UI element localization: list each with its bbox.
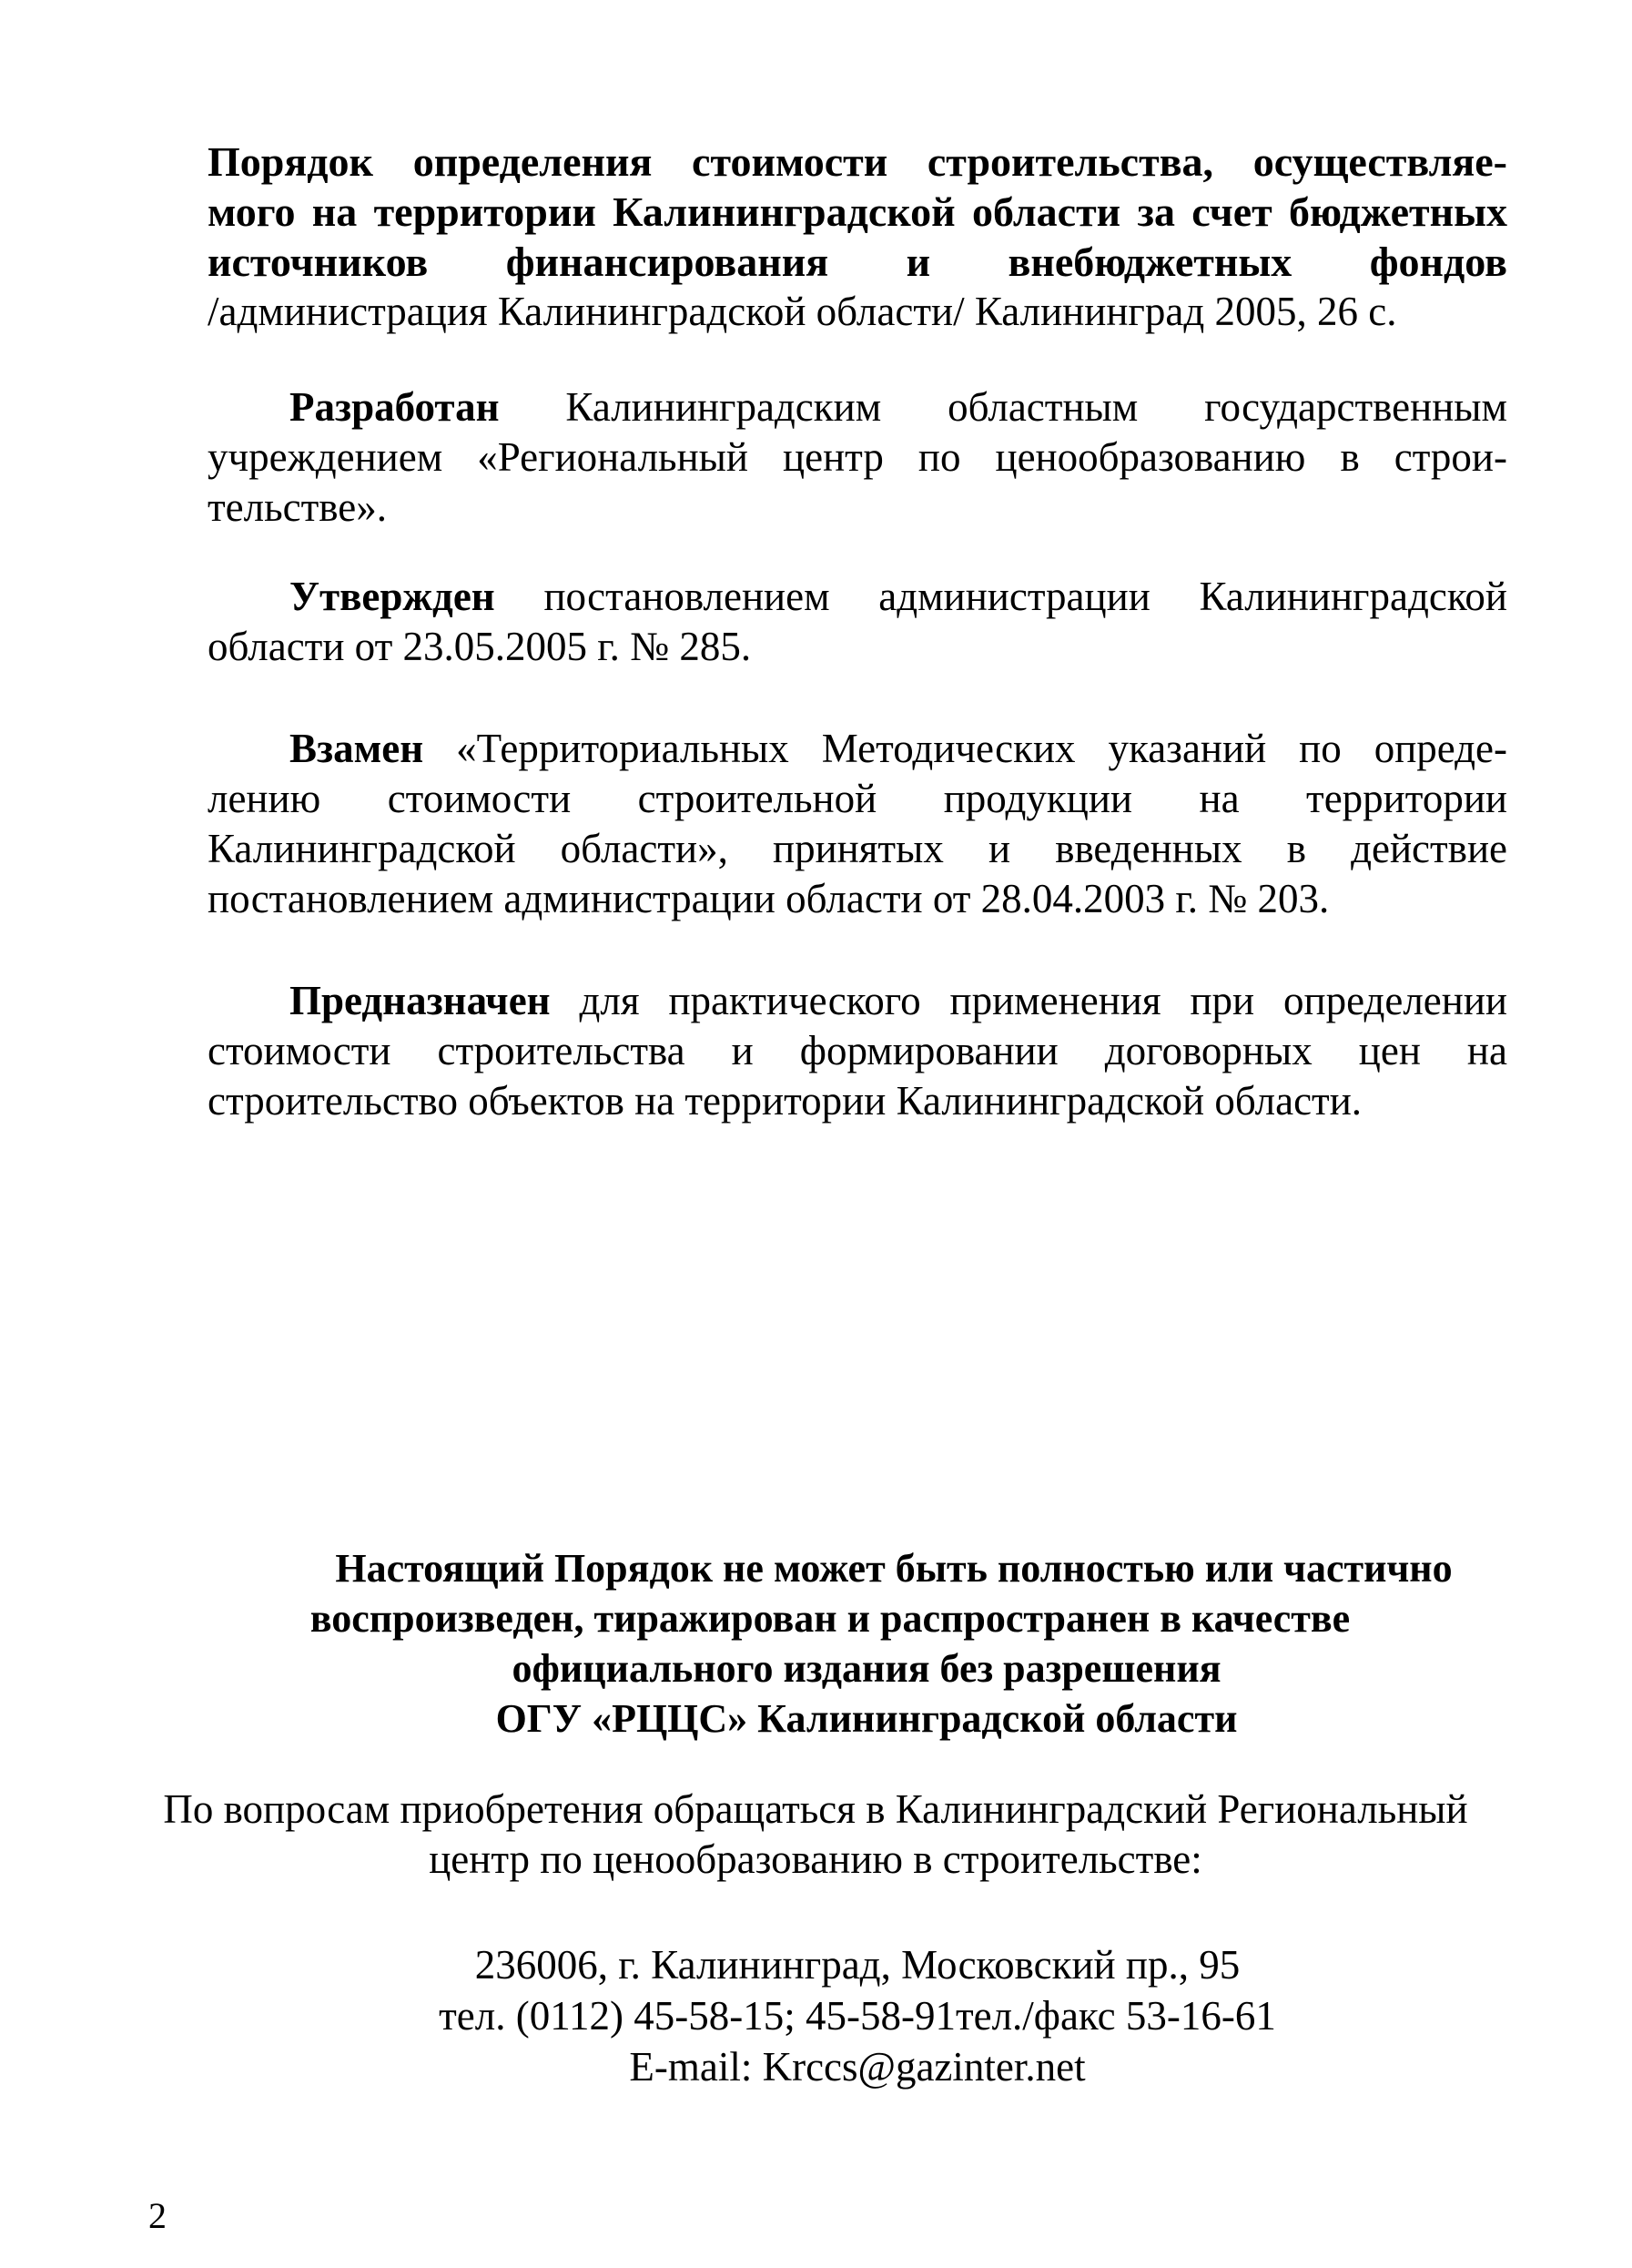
heading-line-3: источников финансирования и внебюджетных фондов — [208, 239, 1507, 285]
heading-publisher-line: /администрация Калининградской области/ Калининград 2005, 26 с. — [208, 289, 1397, 334]
phone-line: тел. (0112) 45-58-15; 45-58-91тел./факс 53-16-61 — [439, 1993, 1276, 2039]
intended-first-line — [208, 976, 1507, 1026]
replaces-first-line — [208, 724, 1507, 774]
approved-paragraph — [208, 572, 1507, 672]
contact-line-1: По вопросам приобретения обращаться в Калининградский Региональный — [163, 1786, 1468, 1832]
address-line: 236006, г. Калининград, Московский пр., 95 — [474, 1942, 1241, 1988]
approved-label: Утвержден — [289, 574, 495, 619]
replaces-label: Взамен — [289, 726, 424, 771]
intended-line-3: строительство объектов на территории Калининградской области. — [208, 1078, 1363, 1124]
developed-line-3: тельстве». — [208, 484, 387, 530]
copyright-notice — [208, 1543, 1507, 1744]
replaces-first-line-text: «Территориальных Методических указаний по опреде- — [456, 726, 1508, 771]
replaces-line-2: лению стоимости строительной продукции на территории — [208, 776, 1507, 821]
replaces-paragraph — [208, 724, 1507, 924]
notice-line-4: ОГУ «РЦЦС» Калининградской области — [495, 1696, 1238, 1741]
document-heading — [208, 137, 1507, 337]
heading-line-2: мого на территории Калининградской области за счет бюджетных — [208, 188, 1507, 235]
notice-line-2: воспроизведен, тиражирован и распространен в качестве — [309, 1596, 1351, 1641]
intended-label: Предназначен — [289, 978, 551, 1023]
email-line: E-mail: Krccs@gazinter.net — [629, 2044, 1086, 2090]
notice-line-3: официального издания без разрешения — [512, 1646, 1221, 1691]
replaces-line-4: постановлением администрации области от 28.04.2003 г. № 203. — [208, 876, 1330, 921]
developed-first-line-text: Калининградским областным государственным — [565, 384, 1507, 430]
intended-line-2: стоимости строительства и формировании договорных цен на — [208, 1028, 1507, 1073]
developed-paragraph — [208, 382, 1507, 533]
heading-line-1: Порядок определения стоимости строительства, осуществляе- — [208, 138, 1507, 185]
approved-first-line — [208, 572, 1507, 622]
purchase-contact — [109, 1785, 1522, 1885]
approved-line-2: области от 23.05.2005 г. № 285. — [208, 624, 752, 669]
page-number: 2 — [148, 2195, 167, 2236]
developed-first-line — [208, 382, 1507, 432]
intended-first-line-text: для практического применения при определении — [579, 978, 1508, 1023]
replaces-line-3: Калининградской области», принятых и введенных в действие — [208, 826, 1507, 871]
approved-first-line-text: постановлением администрации Калининградской — [543, 574, 1507, 619]
notice-line-1: Настоящий Порядок не может быть полностью или частично — [335, 1546, 1453, 1591]
developed-line-2: учреждением «Региональный центр по ценообразованию в строи- — [208, 434, 1507, 480]
address-block — [208, 1939, 1507, 2092]
contact-line-2: центр по ценообразованию в строительстве: — [429, 1836, 1202, 1882]
intended-paragraph — [208, 976, 1507, 1126]
developed-label: Разработан — [289, 384, 500, 430]
